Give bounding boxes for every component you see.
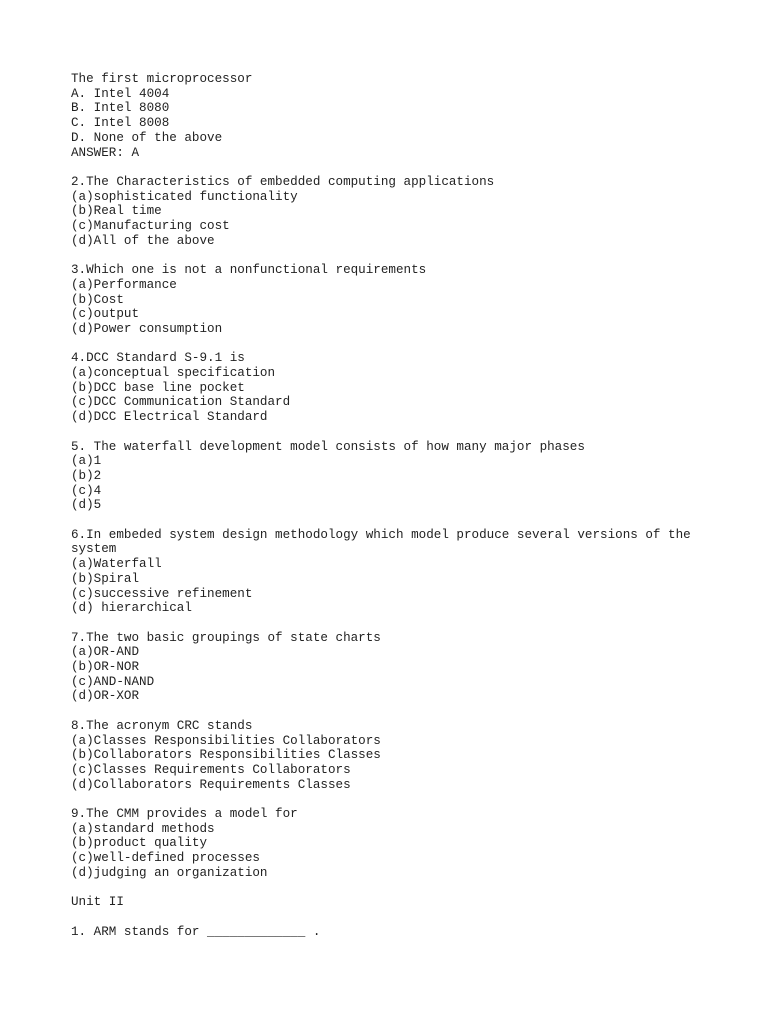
question-text: 3.Which one is not a nonfunctional requirements <box>71 263 427 278</box>
question-7 <box>71 631 711 705</box>
unit2-question-1 <box>71 925 711 940</box>
option-a: (a)OR-AND <box>71 645 140 660</box>
option-b: (b)2 <box>71 468 102 483</box>
option-c: (c)Classes Requirements Collaborators <box>71 762 351 777</box>
answer-line: ANSWER: A <box>71 145 140 160</box>
option-b: (b)DCC base line pocket <box>71 380 245 395</box>
option-d: (d)judging an organization <box>71 865 268 880</box>
unit-heading: Unit II <box>71 895 124 910</box>
option-d: (d)5 <box>71 498 102 513</box>
question-text: The first microprocessor <box>71 72 253 86</box>
option-a: A. Intel 4004 <box>71 86 170 101</box>
document-page <box>71 72 711 954</box>
question-4 <box>71 351 711 425</box>
question-2 <box>71 175 711 249</box>
question-text: 1. ARM stands for _____________ . <box>71 924 321 939</box>
question-text: 5. The waterfall development model consists of how many major phases <box>71 439 585 454</box>
option-d: (d)OR-XOR <box>71 689 140 704</box>
option-d: (d)Power consumption <box>71 321 223 336</box>
option-a: (a)1 <box>71 454 102 469</box>
option-c: (c)output <box>71 307 140 322</box>
unit-heading-block <box>71 895 711 910</box>
question-5 <box>71 440 711 514</box>
question-text: 7.The two basic groupings of state charts <box>71 630 381 645</box>
option-b: (b)product quality <box>71 836 208 851</box>
option-d: D. None of the above <box>71 130 223 145</box>
option-a: (a)conceptual specification <box>71 366 276 381</box>
option-a: (a)Classes Responsibilities Collaborators <box>71 733 381 748</box>
option-c: (c)successive refinement <box>71 586 253 601</box>
option-b: (b)Real time <box>71 204 162 219</box>
option-c: (c)DCC Communication Standard <box>71 395 291 410</box>
option-b: (b)Collaborators Responsibilities Classes <box>71 748 381 763</box>
question-9 <box>71 807 711 881</box>
question-text: 2.The Characteristics of embedded computing applications <box>71 174 495 189</box>
option-d: (d) hierarchical <box>71 601 192 616</box>
option-b: B. Intel 8080 <box>71 101 170 116</box>
option-c: (c)well-defined processes <box>71 851 260 866</box>
option-b: (b)OR-NOR <box>71 660 140 675</box>
option-c: C. Intel 8008 <box>71 116 170 131</box>
question-3 <box>71 263 711 337</box>
question-text: 8.The acronym CRC stands <box>71 718 253 733</box>
option-c: (c)AND-NAND <box>71 674 155 689</box>
question-text: 6.In embeded system design methodology which model produce several versions of the system <box>71 527 699 557</box>
option-d: (d)Collaborators Requirements Classes <box>71 777 351 792</box>
option-b: (b)Cost <box>71 292 124 307</box>
question-text: 9.The CMM provides a model for <box>71 807 298 822</box>
option-a: (a)sophisticated functionality <box>71 189 298 204</box>
question-text: 4.DCC Standard S-9.1 is <box>71 351 245 366</box>
option-a: (a)standard methods <box>71 821 215 836</box>
option-a: (a)Performance <box>71 277 177 292</box>
question-6 <box>71 528 711 616</box>
option-c: (c)4 <box>71 483 102 498</box>
option-c: (c)Manufacturing cost <box>71 219 230 234</box>
option-d: (d)DCC Electrical Standard <box>71 410 268 425</box>
question-1 <box>71 72 711 160</box>
option-b: (b)Spiral <box>71 571 140 586</box>
question-8 <box>71 719 711 793</box>
option-a: (a)Waterfall <box>71 557 162 572</box>
option-d: (d)All of the above <box>71 233 215 248</box>
